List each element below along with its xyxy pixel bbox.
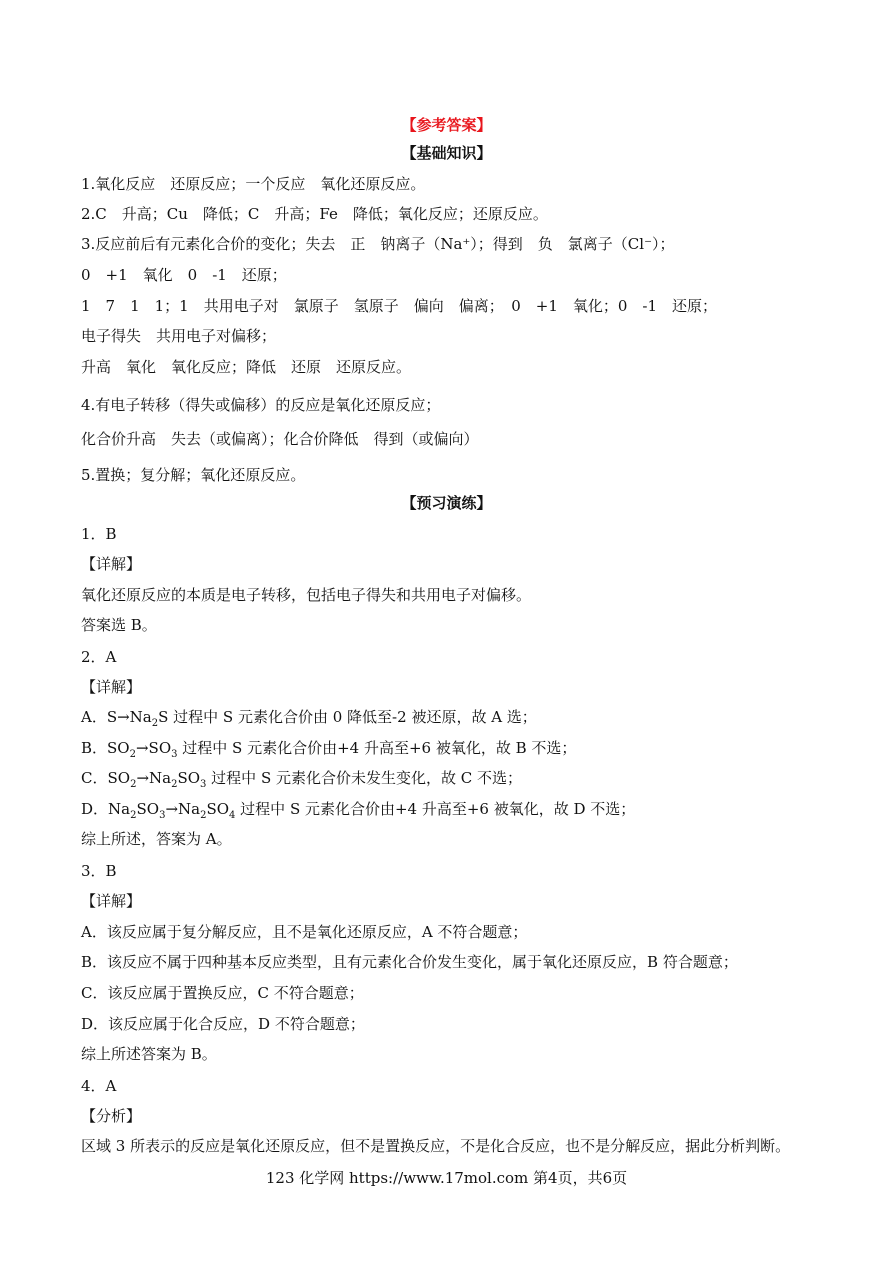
q1-detail-line: 氧化还原反应的本质是电子转移，包括电子得失和共用电子对偏移。	[81, 586, 532, 604]
section-preview-heading: 【预习演练】	[401, 494, 492, 512]
q4-analysis-label: 【分析】	[81, 1107, 142, 1125]
basics-line: 1.氧化反应 还原反应；一个反应 氧化还原反应。	[81, 175, 426, 193]
q1-answer: 1．B	[81, 525, 117, 543]
q3-detail-line: B．该反应不属于四种基本反应类型，且有元素化合价发生变化，属于氧化还原反应，B 符合题意；	[81, 953, 738, 971]
q2-answer: 2．A	[81, 648, 117, 666]
q2-detail-label: 【详解】	[81, 678, 142, 696]
section-basics-heading: 【基础知识】	[401, 144, 492, 162]
q1-detail-line: 答案选 B。	[81, 616, 157, 634]
q2-option-b: B．$SO_2\to SO_3$ 过程中 S 元素化合价由+4 升高至+6 被氧化，故 B 不选；	[81, 739, 577, 760]
basics-line: 4.有电子转移（得失或偏移）的反应是氧化还原反应；	[81, 396, 441, 414]
q2-option-a: A．$S\to Na_2S$ 过程中 S 元素化合价由 0 降低至-2 被还原，故 A 选；	[81, 708, 537, 729]
q3-detail-line: A．该反应属于复分解反应，且不是氧化还原反应，A 不符合题意；	[81, 923, 528, 941]
page-footer: 123 化学网 https://www.17mol.com 第4页，共6页	[265, 1169, 628, 1187]
q1-detail-label: 【详解】	[81, 555, 142, 573]
q2-option-d: D．$Na_2SO_3\to Na_2SO_4$ 过程中 S 元素化合价由+4 升高至+6 被氧化，故 D 不选；	[81, 800, 636, 821]
basics-line: 3.反应前后有元素化合价的变化；失去 正 钠离子（Na⁺）；得到 负 氯离子（Cl⁻）；	[81, 235, 675, 253]
basics-line: 1 7 1 1；1 共用电子对 氯原子 氢原子 偏向 偏离； 0 +1 氧化；0 -1 还原；	[81, 297, 718, 315]
q3-detail-line: D．该反应属于化合反应，D 不符合题意；	[81, 1015, 365, 1033]
basics-line: 5.置换；复分解；氧化还原反应。	[81, 466, 306, 484]
answer-title: 【参考答案】	[401, 116, 492, 134]
basics-line: 化合价升高 失去（或偏离）；化合价降低 得到（或偏向）	[81, 430, 479, 448]
basics-line: 2.C 升高；Cu 降低；C 升高；Fe 降低；氧化反应；还原反应。	[81, 205, 548, 223]
basics-line: 升高 氧化 氧化反应；降低 还原 还原反应。	[81, 358, 412, 376]
q3-detail-line: C．该反应属于置换反应，C 不符合题意；	[81, 984, 364, 1002]
q3-detail-line: 综上所述答案为 B。	[81, 1045, 217, 1063]
q4-answer: 4．A	[81, 1077, 117, 1095]
basics-line: 电子得失 共用电子对偏移；	[81, 327, 277, 345]
q2-option-c: C．$SO_2\to Na_2SO_3$ 过程中 S 元素化合价未发生变化，故 C 不选；	[81, 769, 523, 790]
basics-line: 0 +1 氧化 0 -1 还原；	[81, 266, 287, 284]
q3-detail-label: 【详解】	[81, 892, 142, 910]
q2-summary: 综上所述，答案为 A。	[81, 830, 232, 848]
q4-analysis-line: 区域 3 所表示的反应是氧化还原反应，但不是置换反应，不是化合反应，也不是分解反应，据此分析判断。	[81, 1137, 791, 1155]
q3-answer: 3．B	[81, 862, 117, 880]
